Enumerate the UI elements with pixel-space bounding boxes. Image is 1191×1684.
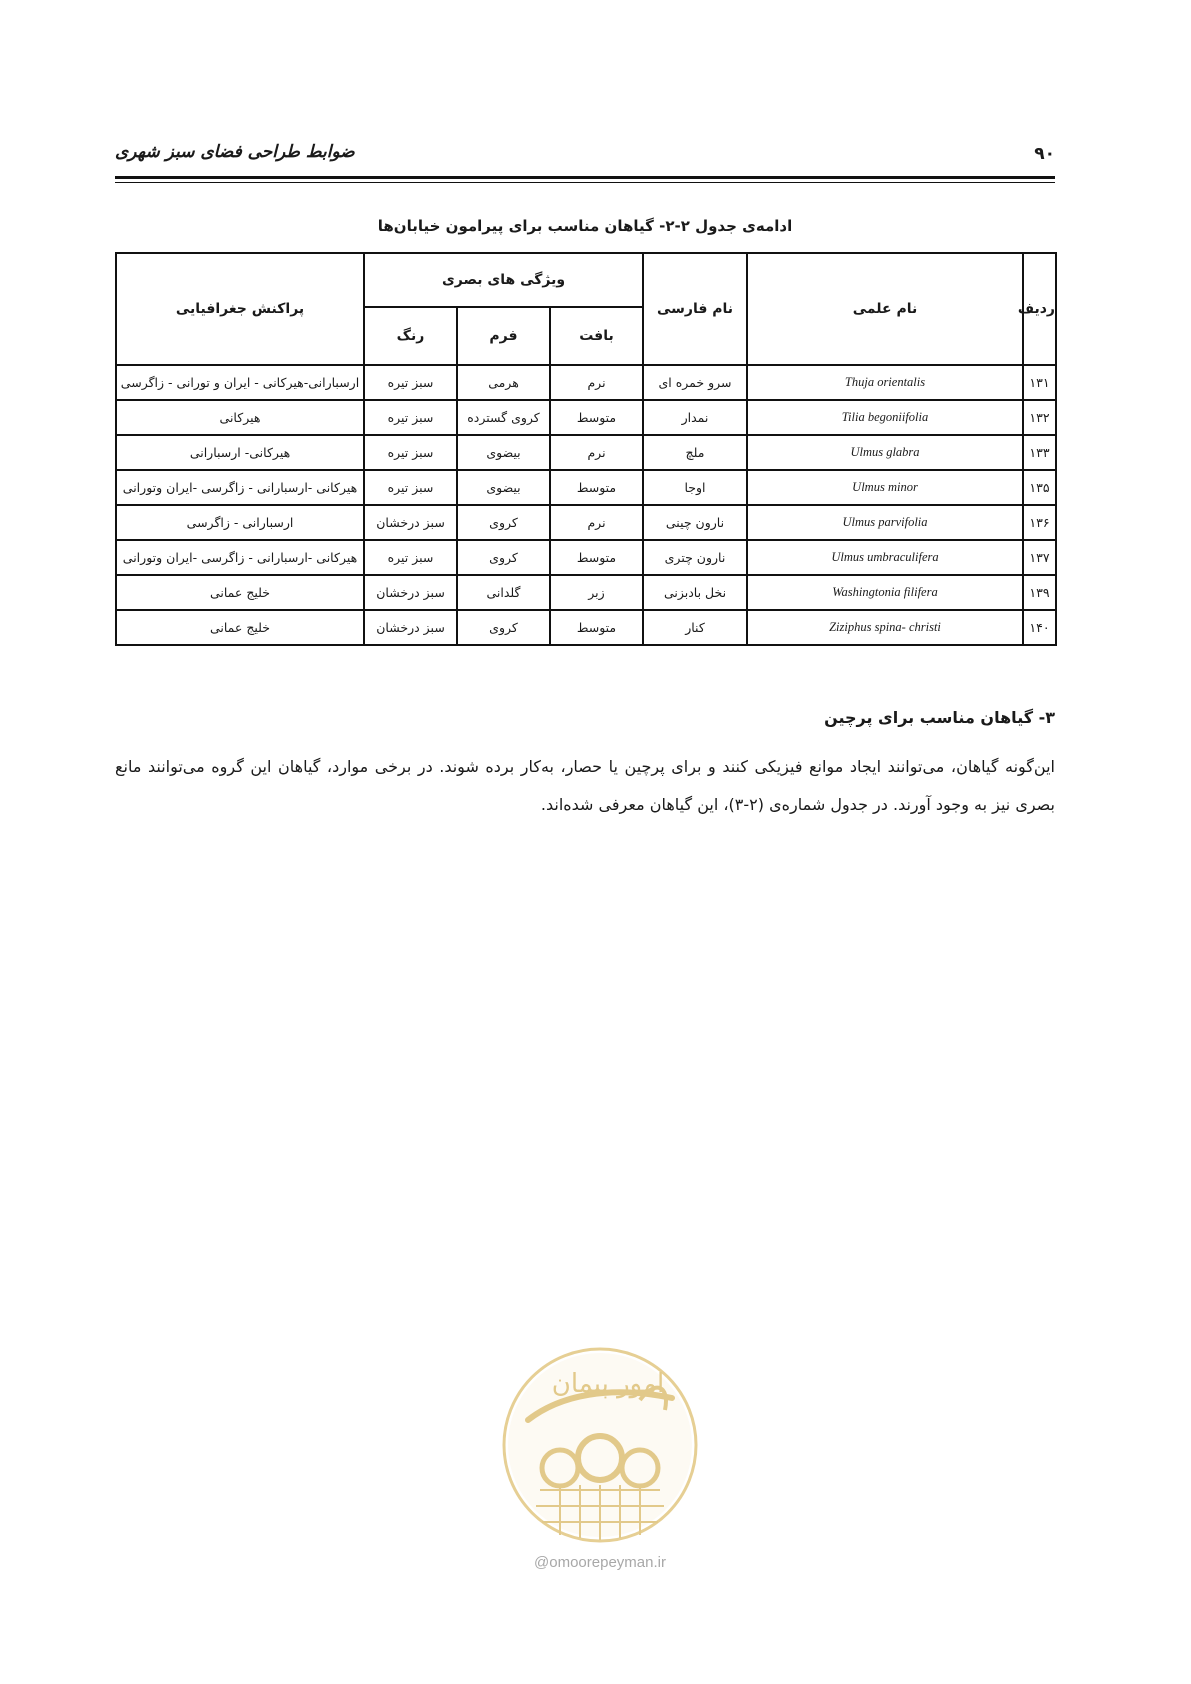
cell-texture: زبر (550, 575, 643, 610)
body-paragraph: این‌گونه گیاهان، می‌توانند ایجاد موانع فیزیکی کنند و برای پرچین یا حصار، به‌کار برده شوند. در برخی موارد، گیاهان این گروه می‌توانند مانع بصری نیز به وجود آورند. در جدول شماره‌ی (۲-۳)، این گیاهان معرفی شده‌اند. (115, 757, 1055, 814)
cell-scientific-name: Washingtonia filifera (747, 575, 1023, 610)
cell-form: بیضوی (457, 435, 550, 470)
cell-distribution: هیرکانی -ارسبارانی - زاگرسی -ایران وتورانی (116, 470, 364, 505)
cell-color: سبز درخشان (364, 610, 457, 645)
page-header (115, 140, 1055, 176)
cell-persian-name: سرو خمره ای (643, 365, 747, 400)
cell-texture: متوسط (550, 540, 643, 575)
plants-table (115, 252, 1057, 646)
table-caption: ادامه‌ی جدول ۲-۲- گیاهان مناسب برای پیرامون خیابان‌ها (377, 217, 793, 235)
cell-persian-name: کنار (643, 610, 747, 645)
cell-row-number: ۱۳۷ (1023, 540, 1056, 575)
table-row (116, 470, 1056, 505)
header-rule-thick (115, 176, 1055, 179)
cell-persian-name: نخل بادبزنی (643, 575, 747, 610)
cell-texture: نرم (550, 505, 643, 540)
cell-row-number: ۱۴۰ (1023, 610, 1056, 645)
plants-table-container (115, 252, 1055, 646)
cell-row-number: ۱۳۲ (1023, 400, 1056, 435)
cell-row-number: ۱۳۳ (1023, 435, 1056, 470)
watermark-url: @omoorepeyman.ir (534, 1554, 666, 1571)
cell-distribution: ارسبارانی-هیرکانی - ایران و تورانی - زاگرسی (116, 365, 364, 400)
table-row (116, 540, 1056, 575)
running-title: ضوابط طراحی فضای سبز شهری (115, 142, 355, 162)
cell-scientific-name: Ulmus umbraculifera (747, 540, 1023, 575)
cell-texture: نرم (550, 365, 643, 400)
cell-persian-name: اوجا (643, 470, 747, 505)
table-row (116, 575, 1056, 610)
table-row (116, 505, 1056, 540)
cell-row-number: ۱۳۹ (1023, 575, 1056, 610)
cell-distribution: هیرکانی- ارسبارانی (116, 435, 364, 470)
svg-text:امور پیمان: امور پیمان (551, 1369, 665, 1399)
cell-color: سبز تیره (364, 470, 457, 505)
cell-distribution: هیرکانی -ارسبارانی - زاگرسی -ایران وتورانی (116, 540, 364, 575)
cell-persian-name: نارون چتری (643, 540, 747, 575)
cell-color: سبز درخشان (364, 505, 457, 540)
cell-distribution: هیرکانی (116, 400, 364, 435)
table-row (116, 435, 1056, 470)
cell-form: کروی (457, 540, 550, 575)
cell-distribution: ارسبارانی - زاگرسی (116, 505, 364, 540)
cell-form: گلدانی (457, 575, 550, 610)
col-header-form: فرم (457, 307, 550, 365)
header-rule-thin (115, 182, 1055, 183)
cell-scientific-name: Ziziphus spina- christi (747, 610, 1023, 645)
cell-form: کروی گسترده (457, 400, 550, 435)
col-header-visual-features: ویژگی های بصری (364, 253, 643, 307)
cell-color: سبز تیره (364, 540, 457, 575)
cell-persian-name: نمدار (643, 400, 747, 435)
page-number: ۹۰ (1034, 144, 1055, 164)
col-header-texture: بافت (550, 307, 643, 365)
col-header-color: رنگ (364, 307, 457, 365)
cell-distribution: خلیج عمانی (116, 575, 364, 610)
cell-persian-name: ملچ (643, 435, 747, 470)
cell-scientific-name: Ulmus parvifolia (747, 505, 1023, 540)
cell-scientific-name: Tilia begoniifolia (747, 400, 1023, 435)
watermark-logo-icon (490, 1340, 710, 1550)
table-row (116, 365, 1056, 400)
col-header-scientific-name: نام علمی (747, 253, 1023, 365)
cell-color: سبز درخشان (364, 575, 457, 610)
cell-texture: متوسط (550, 400, 643, 435)
cell-row-number: ۱۳۶ (1023, 505, 1056, 540)
cell-scientific-name: Ulmus minor (747, 470, 1023, 505)
cell-row-number: ۱۳۱ (1023, 365, 1056, 400)
table-row (116, 400, 1056, 435)
cell-form: کروی (457, 505, 550, 540)
col-header-persian-name: نام فارسی (643, 253, 747, 365)
cell-scientific-name: Ulmus glabra (747, 435, 1023, 470)
cell-color: سبز تیره (364, 365, 457, 400)
cell-persian-name: نارون چینی (643, 505, 747, 540)
cell-form: کروی (457, 610, 550, 645)
cell-texture: متوسط (550, 610, 643, 645)
cell-row-number: ۱۳۵ (1023, 470, 1056, 505)
cell-form: هرمی (457, 365, 550, 400)
section-heading: ۳- گیاهان مناسب برای پرچین (824, 708, 1055, 727)
col-header-distribution: پراکنش جغرافیایی (116, 253, 364, 365)
cell-form: بیضوی (457, 470, 550, 505)
cell-color: سبز تیره (364, 435, 457, 470)
cell-texture: متوسط (550, 470, 643, 505)
cell-texture: نرم (550, 435, 643, 470)
cell-distribution: خلیج عمانی (116, 610, 364, 645)
col-header-row: ردیف (1023, 253, 1056, 365)
cell-scientific-name: Thuja orientalis (747, 365, 1023, 400)
cell-color: سبز تیره (364, 400, 457, 435)
watermark (490, 1340, 710, 1580)
table-row (116, 610, 1056, 645)
